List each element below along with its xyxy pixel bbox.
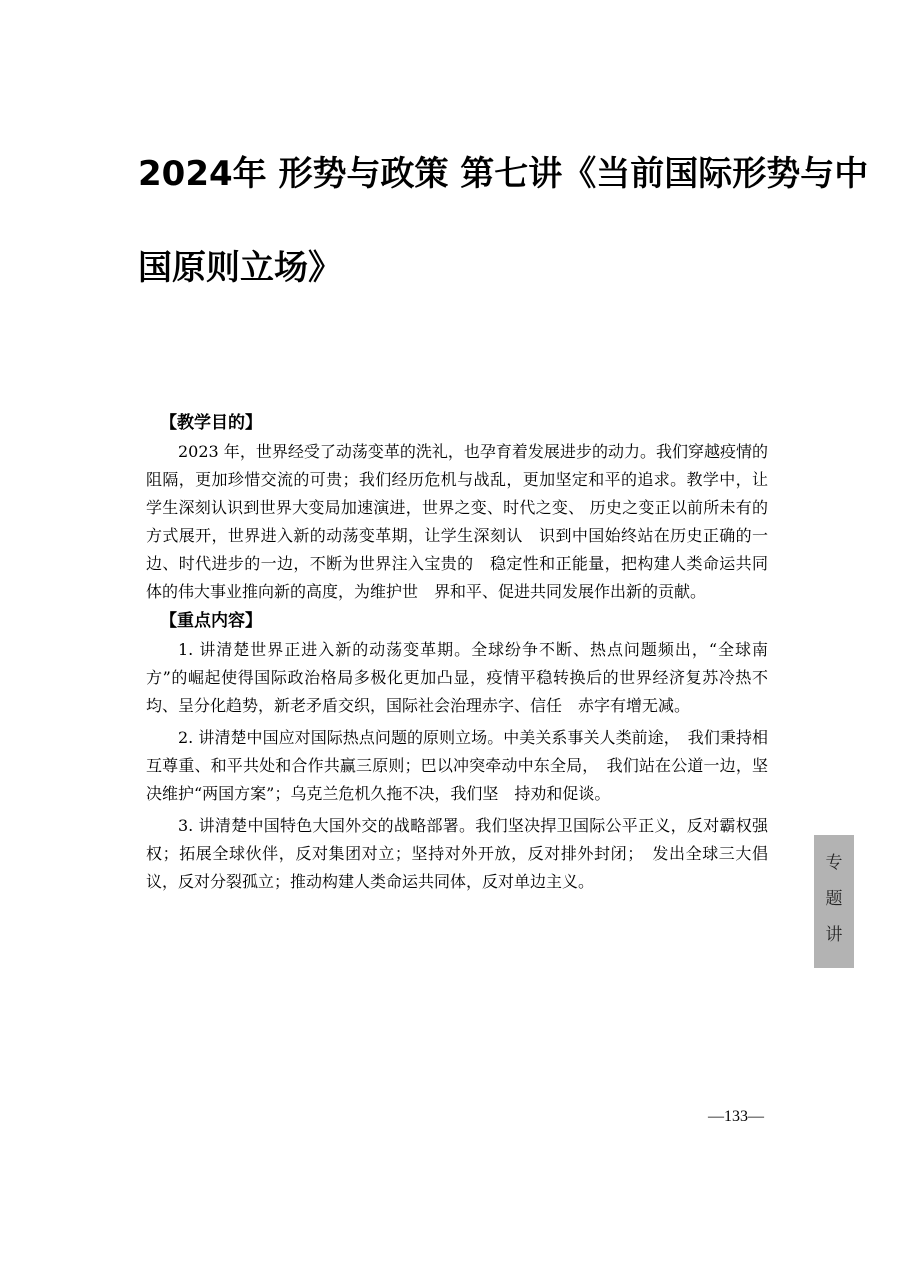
- key-content-item: 2. 讲清楚中国应对国际热点问题的原则立场。中美关系事关人类前途， 我们秉持相互尊重、和平共处和合作共赢三原则；巴以冲突牵动中东全局， 我们站在公道一边，坚决维护“两国方案”；乌克兰危机久拖不决，我们坚 持劝和促谈。: [146, 728, 768, 803]
- side-tab-char: 专: [825, 853, 843, 873]
- objectives-paragraph: 2023 年，世界经受了动荡变革的洗礼，也孕育着发展进步的动力。我们穿越疫情的阻隔，更加珍惜交流的可贵；我们经历危机与战乱，更加坚定和平的追求。教学中，让学生深刻认识到世界大变局加速演进，世界之变、时代之变、 历史之变正以前所未有的方式展开，世界进入新的动荡变革期，让学生深刻认 识到中国始终站在历史正确的一边、时代进步的一边，不断为世界注入宝贵的 稳定性和正能量，把构建人类命运共同体的伟大事业推向新的高度，为维护世 界和平、促进共同发展作出新的贡献。: [146, 442, 768, 601]
- page-title: [138, 150, 869, 292]
- key-content-item: 3. 讲清楚中国特色大国外交的战略部署。我们坚决捍卫国际公平正义，反对霸权强权；拓展全球伙伴，反对集团对立；坚持对外开放，反对排外封闭； 发出全球三大倡议，反对分裂孤立；推动构建人类命运共同体，反对单边主义。: [146, 816, 768, 891]
- key-content-item: 1. 讲清楚世界正进入新的动荡变革期。全球纷争不断、热点问题频出，“全球南方”的崛起使得国际政治格局多极化更加凸显，疫情平稳转换后的世界经济复苏冷热不均、呈分化趋势，新老矛盾交织，国际社会治理赤字、信任 赤字有增无减。: [146, 640, 768, 715]
- page-number: —133—: [708, 1108, 764, 1125]
- side-tab: [814, 835, 854, 968]
- main-content: [146, 408, 768, 896]
- side-tab-char: 题: [825, 889, 843, 909]
- title-line-1: 2024年 形势与政策 第七讲《当前国际形势与中: [138, 154, 869, 194]
- key-content-heading: 【重点内容】: [160, 611, 262, 631]
- objectives-heading: 【教学目的】: [160, 413, 262, 433]
- title-line-2: 国原则立场》: [138, 248, 342, 288]
- side-tab-char: 讲: [825, 925, 843, 945]
